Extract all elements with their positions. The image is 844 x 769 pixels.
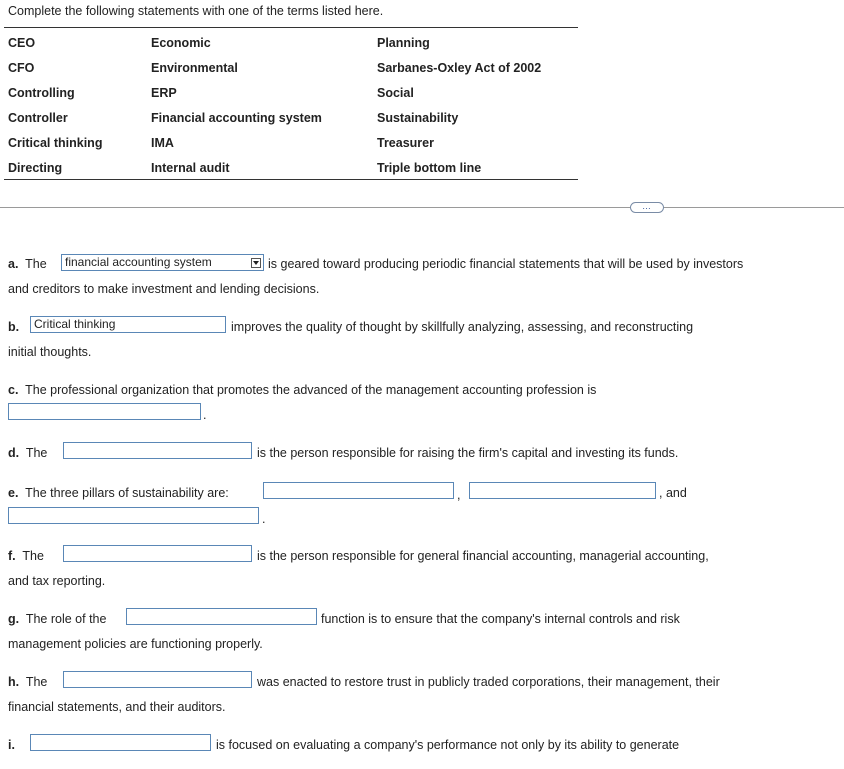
answer-b-value: Critical thinking [34,317,116,331]
dropdown-arrow-icon[interactable] [251,258,261,268]
term-cfo: CFO [8,61,35,75]
question-a-pre: The [25,257,47,271]
question-g [8,612,106,626]
question-i-post: is focused on evaluating a company's performance not only by its ability to generate [216,738,680,752]
term-planning: Planning [377,36,430,50]
table-top-rule [4,27,578,28]
question-f-letter: f. [8,549,16,563]
term-controller: Controller [8,111,68,125]
answer-e1-input[interactable] [263,482,454,499]
question-d-letter: d. [8,446,20,460]
question-b-letter: b. [8,320,20,334]
term-controlling: Controlling [8,86,75,100]
question-b-line2: initial thoughts. [8,345,92,359]
answer-f-input[interactable] [63,545,252,562]
answer-e2-input[interactable] [469,482,656,499]
term-ima: IMA [151,136,174,150]
question-a [8,257,47,271]
term-treasurer: Treasurer [377,136,434,150]
question-h-pre: The [25,675,48,689]
question-c-letter: c. [8,383,19,397]
question-d-post: is the person responsible for raising the firm's capital and investing its funds. [257,446,679,460]
term-triple-bottom-line: Triple bottom line [377,161,482,175]
answer-b-input[interactable] [30,316,226,333]
term-erp: ERP [151,86,177,100]
question-h-post: was enacted to restore trust in publicly traded corporations, their management, their [257,675,720,689]
question-g-post: function is to ensure that the company's internal controls and risk [321,612,680,626]
term-sarbanes-oxley: Sarbanes-Oxley Act of 2002 [377,61,542,75]
question-f [8,549,44,563]
term-environmental: Environmental [151,61,238,75]
term-internal-audit: Internal audit [151,161,230,175]
question-g-line2: management policies are functioning properly. [8,637,263,651]
question-h-letter: h. [8,675,20,689]
answer-a-dropdown[interactable] [61,254,264,271]
answer-c-input[interactable] [8,403,201,420]
term-ceo: CEO [8,36,36,50]
answer-g-input[interactable] [126,608,317,625]
expand-more-button[interactable]: … [630,202,664,213]
question-e-tail: . [262,512,266,526]
term-sustainability: Sustainability [377,111,459,125]
section-divider [0,207,844,208]
instructions: Complete the following statements with one of the terms listed here. [8,4,384,18]
table-bottom-rule [4,179,578,180]
question-f-post: is the person responsible for general financial accounting, managerial accounting, [257,549,709,563]
question-e-letter: e. [8,486,19,500]
question-i-letter: i. [8,738,15,752]
term-directing: Directing [8,161,63,175]
question-a-post: is geared toward producing periodic financial statements that will be used by investors [268,257,744,271]
question-a-line2: and creditors to make investment and lending decisions. [8,282,320,296]
term-social: Social [377,86,414,100]
question-d [8,446,47,460]
answer-h-input[interactable] [63,671,252,688]
question-g-letter: g. [8,612,20,626]
question-c [8,383,596,397]
question-b-post: improves the quality of thought by skillfully analyzing, assessing, and reconstructing [231,320,694,334]
question-d-pre: The [25,446,48,460]
answer-a-value: financial accounting system [65,255,212,269]
question-h [8,675,47,689]
question-a-letter: a. [8,257,19,271]
question-f-pre: The [22,549,44,563]
answer-d-input[interactable] [63,442,252,459]
question-f-line2: and tax reporting. [8,574,106,588]
answer-e3-input[interactable] [8,507,259,524]
question-c-tail: . [203,408,207,422]
question-e-and: , and [659,486,687,500]
question-c-text: The professional organization that promotes the advanced of the management accounting profession is [25,383,597,397]
question-e-text: The three pillars of sustainability are: [25,486,229,500]
term-critical-thinking: Critical thinking [8,136,103,150]
term-financial-accounting-system: Financial accounting system [151,111,322,125]
question-e [8,486,229,500]
question-h-line2: financial statements, and their auditors. [8,700,226,714]
answer-i-input[interactable] [30,734,211,751]
question-g-pre: The role of the [25,612,107,626]
term-economic: Economic [151,36,211,50]
question-e-comma: , [457,488,461,502]
